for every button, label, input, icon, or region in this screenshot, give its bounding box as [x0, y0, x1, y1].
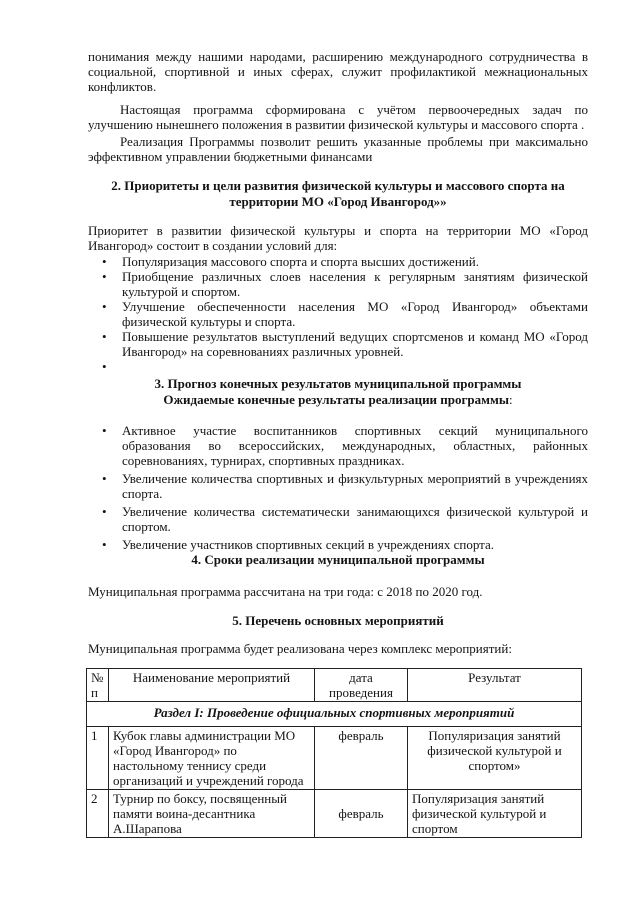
events-table — [86, 668, 582, 838]
list-item: • Увеличение количества спортивных и физкультурных мероприятий в учреждениях спорта. — [102, 471, 588, 501]
bullet-icon: • — [102, 254, 107, 269]
bullet-icon: • — [102, 299, 107, 314]
table-header-row — [87, 669, 582, 702]
table-row — [87, 727, 582, 790]
intro-paragraph-3: Реализация Программы позволит решить указанные проблемы при максимально эффективном управлении бюджетными финансами — [88, 134, 588, 164]
section-4-heading: 4. Сроки реализации муниципальной программы — [191, 552, 485, 567]
section-3-heading-line2: Ожидаемые конечные результаты реализации программы: — [163, 392, 513, 407]
row-result: Популяризация занятий физической культурой и спортом — [408, 790, 582, 838]
table-section-row — [87, 702, 582, 727]
section-2-lead: Приоритет в развитии физической культуры и спорта на территории МО «Город Ивангород» состоит в создании условий для: — [88, 223, 588, 253]
bullet-icon: • — [102, 423, 107, 438]
section-5-heading: 5. Перечень основных мероприятий — [232, 613, 444, 628]
list-item-empty — [88, 359, 588, 374]
intro-paragraph-2: Настоящая программа сформирована с учётом первоочередных задач по улучшению нынешнего положения в развитии физической культуры и массового спорта . — [88, 102, 588, 132]
header-date: дата проведения — [315, 669, 408, 702]
bullet-icon: • — [102, 504, 107, 519]
list-item: • Приобщение различных слоев населения к регулярным занятиям физической культурой и спортом. — [102, 269, 588, 299]
bullet-icon: • — [102, 471, 107, 486]
header-name: Наименование мероприятий — [109, 669, 315, 702]
bullet-icon: • — [102, 537, 107, 552]
list-item: • Активное участие воспитанников спортивных секций муниципального образования во всероссийских, международных, областных, районных соревнованиях, турнирах, спортивных праздниках. — [102, 423, 588, 468]
row-num: 1 — [87, 727, 109, 790]
section-4-text: Муниципальная программа рассчитана на три года: с 2018 по 2020 год. — [88, 584, 483, 599]
row-date: февраль — [315, 727, 408, 790]
section-3-heading-line1: 3. Прогноз конечных результатов муниципальной программы — [154, 376, 522, 391]
row-name: Турнир по боксу, посвященный памяти воина-десантника А.Шарапова — [109, 790, 315, 838]
list-item: • Улучшение обеспеченности населения МО «Город Ивангород» объектами физической культуры и спорта. — [102, 299, 588, 329]
section-2-heading-line1: 2. Приоритеты и цели развития физической культуры и массового спорта на — [111, 178, 565, 193]
header-num: № п — [87, 669, 109, 702]
section-3-heading — [88, 376, 588, 408]
list-item: • Популяризация массового спорта и спорта высших достижений. — [102, 254, 479, 269]
list-item: • Увеличение участников спортивных секций в учреждениях спорта. — [102, 537, 495, 552]
list-item: • Повышение результатов выступлений ведущих спортсменов и команд МО «Город Ивангород» на соревнованиях различных уровней. — [102, 329, 588, 359]
section-2-heading-line2: территории МО «Город Ивангород»» — [229, 194, 447, 209]
bullet-icon: • — [102, 359, 107, 374]
list-item: • Увеличение количества систематически занимающихся физической культурой и спортом. — [102, 504, 588, 534]
table-row — [87, 790, 582, 838]
row-name: Кубок главы администрации МО «Город Ивангород» по настольному теннису среди организаций и учреждений города — [109, 727, 315, 790]
row-num: 2 — [87, 790, 109, 838]
bullet-icon: • — [102, 269, 107, 284]
header-result: Результат — [408, 669, 582, 702]
section-2-bullet-list — [88, 254, 588, 374]
section-3-bullet-list — [88, 423, 588, 552]
section-2-heading — [88, 178, 588, 210]
intro-paragraph-1: понимания между нашими народами, расширению международного сотрудничества в социальной, спортивной и иных сферах, служит профилактикой межнациональных конфликтов. — [88, 49, 588, 94]
row-date: февраль — [315, 790, 408, 838]
table-section-title: Раздел I: Проведение официальных спортивных мероприятий — [87, 702, 582, 727]
section-5-text: Муниципальная программа будет реализована через комплекс мероприятий: — [88, 641, 512, 656]
row-result: Популяризация занятий физической культурой и спортом» — [408, 727, 582, 790]
bullet-icon: • — [102, 329, 107, 344]
